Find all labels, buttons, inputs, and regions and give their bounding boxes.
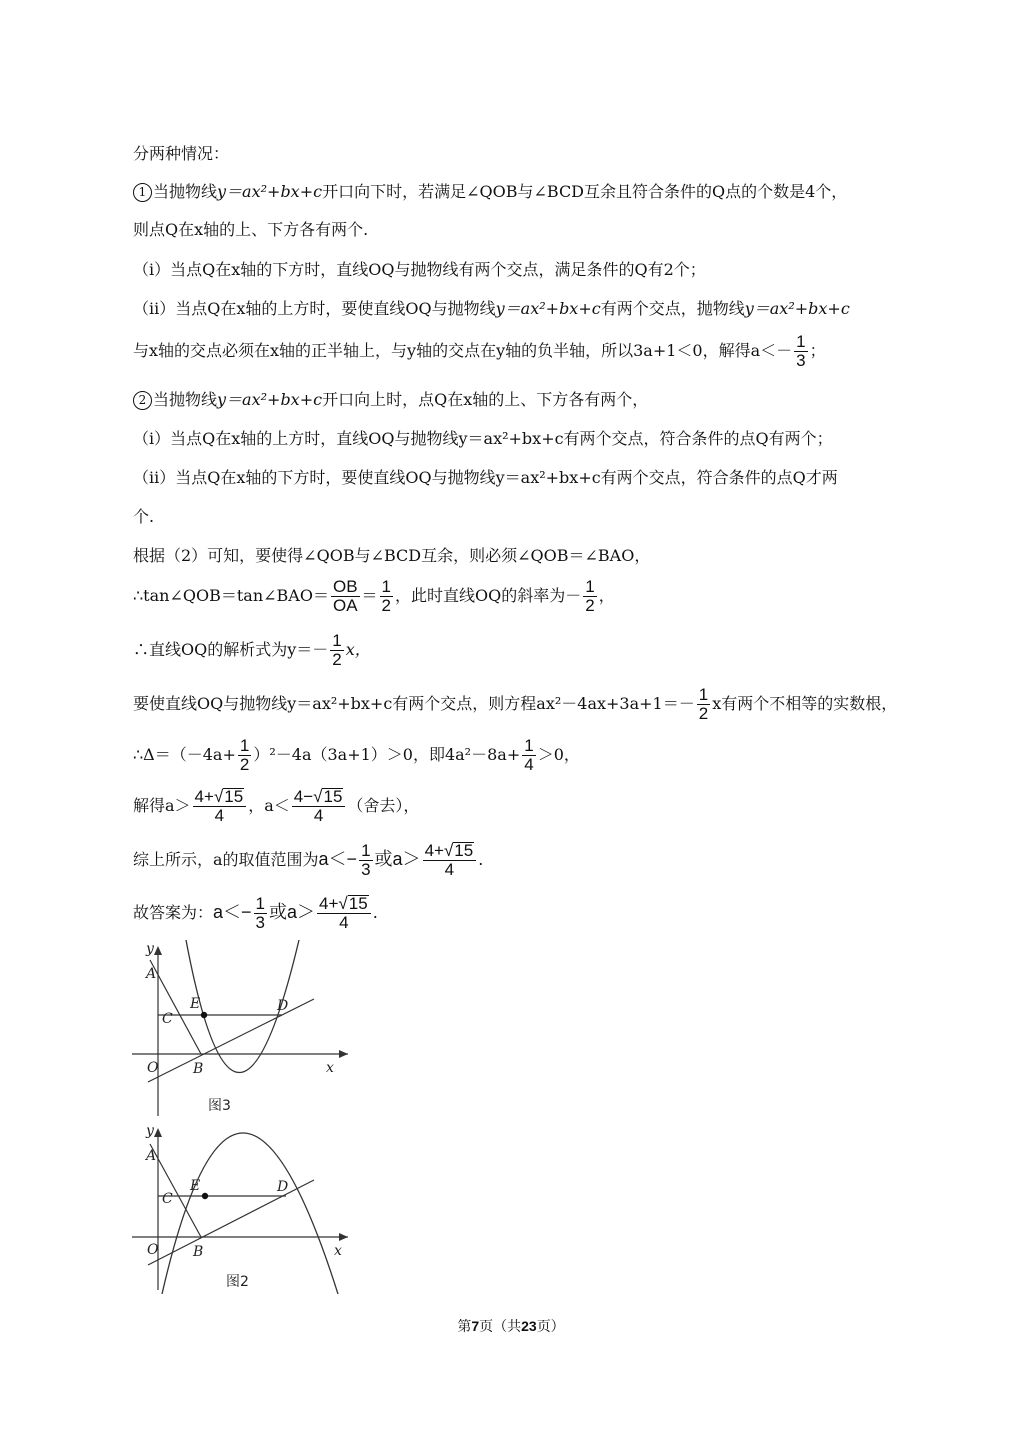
- parabola-eq-3: y＝ax²+bx+c: [744, 299, 850, 318]
- answer-a-lt: a＜−: [213, 902, 252, 922]
- line-eq-tail: x，: [345, 640, 371, 659]
- label-b: B: [193, 1244, 204, 1260]
- point-e: [202, 1193, 208, 1199]
- label-i-2: （i）: [133, 429, 171, 448]
- fraction-one-third-3: $\frac{1}{3}$: [255, 894, 266, 932]
- label-y: y: [146, 1123, 154, 1139]
- figure-3: [128, 940, 354, 1120]
- label-x: x: [326, 1060, 334, 1076]
- solve-text-a: 解得a＞: [133, 796, 191, 815]
- derivation-line7: [133, 842, 483, 879]
- derivation-line1: 根据（2）可知，要使得∠QOB与∠BCD互余，则必须∠QOB＝∠BAO，: [133, 546, 651, 565]
- footer-a: 第: [457, 1319, 472, 1335]
- fraction-half-2: $\frac{1}{2}$: [585, 577, 595, 615]
- line-oq: [148, 1180, 314, 1265]
- label-ii: （ii）: [133, 299, 176, 318]
- case2-ii-tail: 个.: [133, 507, 155, 526]
- label-i: （i）: [133, 260, 171, 279]
- footer-c: 页）: [536, 1319, 565, 1335]
- x-axis-arrow: [339, 1050, 348, 1058]
- y-axis-arrow: [154, 946, 162, 955]
- case2-l1-b: 开口向上时，点Q在x轴的上、下方各有两个，: [322, 390, 649, 409]
- fraction-plus-root: $\frac{4+√15}{4}$: [193, 788, 247, 825]
- label-x: x: [334, 1243, 342, 1259]
- label-a: A: [146, 966, 157, 982]
- fraction-one-third: $\frac{1}{3}$: [796, 332, 806, 370]
- case1-line1: [133, 181, 847, 203]
- parabola-eq-4: y＝ax²+bx+c: [217, 390, 323, 409]
- fraction-one-third-2: $\frac{1}{3}$: [361, 841, 371, 879]
- page-number: 7: [471, 1318, 480, 1334]
- label-a: A: [146, 1148, 157, 1164]
- derivation-line2: ∴tan∠QOB＝tan∠BAO＝ $\frac{OB}{OA}$ ＝ $\frac{1}{2}$ ，此时直线OQ的斜率为－ $\frac{1}{2}$ ，: [133, 577, 615, 615]
- range-end: .: [478, 850, 484, 869]
- line-eq-text: ∴直线OQ的解析式为y＝－: [133, 640, 329, 659]
- slope-text: ，此时直线OQ的斜率为－: [395, 586, 582, 605]
- case2-ii-text: 当点Q在x轴的下方时，要使直线OQ与抛物线y＝ax²+bx+c有两个交点，符合条件的点Q才两: [175, 468, 838, 487]
- solve-text-c: （舍去），: [347, 796, 420, 815]
- case1-i-text: 当点Q在x轴的下方时，直线OQ与抛物线有两个交点，满足条件的Q有2个；: [170, 260, 706, 279]
- delta-text-b: ）²－4a（3a+1）＞0，即4a²－8a+: [253, 745, 521, 764]
- case2-line1: [133, 389, 648, 411]
- fraction-half-1: $\frac{1}{2}$: [381, 577, 392, 615]
- case1-ii-line2: 与x轴的交点必须在x轴的正半轴上，与y轴的交点在y轴的负半轴，所以3a+1＜0，解得a＜－ $\frac{1}{3}$ ；: [133, 332, 826, 370]
- derivation-line3: [133, 632, 371, 669]
- label-b: B: [193, 1061, 204, 1077]
- equals-sign: ＝: [361, 586, 378, 605]
- page-total: 23: [521, 1318, 537, 1334]
- fraction-plus-root-2: $\frac{4+√15}{4}$: [423, 842, 477, 879]
- derivation-line6: [133, 788, 419, 825]
- circled-one: 1: [133, 183, 152, 202]
- case1-line2: 则点Q在x轴的上、下方各有两个.: [133, 220, 369, 239]
- label-ii-2: （ii）: [133, 468, 176, 487]
- answer-text: 故答案为：: [133, 903, 214, 922]
- figure-3-caption: 图3: [208, 1098, 231, 1114]
- y-axis-arrow: [154, 1128, 162, 1137]
- label-d: D: [277, 998, 289, 1014]
- point-e: [201, 1012, 207, 1018]
- label-o: O: [147, 1060, 159, 1076]
- case1-ii: [133, 298, 850, 320]
- figure-2-caption: 图2: [226, 1274, 249, 1290]
- case2-i-text: 当点Q在x轴的上方时，直线OQ与抛物线y＝ax²+bx+c有两个交点，符合条件的点Q有两个；: [170, 429, 833, 448]
- equation-text: 要使直线OQ与抛物线y＝ax²+bx+c有两个交点，则方程ax²－4ax+3a+1＝－: [133, 694, 695, 713]
- case2-ii: [133, 467, 838, 489]
- fraction-minus-root: $\frac{4-√15}{4}$: [292, 788, 346, 825]
- case1-ii-line2-text: 与x轴的交点必须在x轴的正半轴上，与y轴的交点在y轴的负半轴，所以3a+1＜0，解得a＜－: [133, 341, 793, 360]
- label-c: C: [162, 1191, 173, 1207]
- label-e: E: [190, 1178, 201, 1194]
- case1-ii-a: 当点Q在x轴的上方时，要使直线OQ与抛物线: [175, 299, 496, 318]
- derivation-line4: [133, 686, 897, 723]
- fraction-half-3: $\frac{1}{2}$: [332, 631, 342, 669]
- fraction-half-5: $\frac{1}{2}$: [239, 736, 250, 774]
- delta-text-c: ＞0，: [537, 745, 580, 764]
- case2-i: [133, 428, 833, 450]
- footer-b: 页（共: [479, 1319, 522, 1335]
- label-e: E: [190, 996, 201, 1012]
- circled-two: 2: [133, 391, 152, 410]
- case2-l1-a: 当抛物线: [153, 390, 218, 409]
- tan-text: ∴tan∠QOB＝tan∠BAO＝: [133, 586, 329, 605]
- answer-end: .: [372, 903, 378, 922]
- equation-tail: x有两个不相等的实数根，: [712, 694, 898, 713]
- label-d: D: [277, 1179, 289, 1195]
- case1-ii-b: 有两个交点，抛物线: [600, 299, 745, 318]
- case1-l1-b: 开口向下时，若满足∠QOB与∠BCD互余且符合条件的Q点的个数是4个，: [322, 182, 848, 201]
- fraction-half-4: $\frac{1}{2}$: [698, 685, 709, 723]
- fraction-plus-root-3: $\frac{4+√15}{4}$: [317, 895, 371, 932]
- derivation-line8: [133, 895, 378, 932]
- solve-text-b: ，a＜: [248, 796, 290, 815]
- fraction-ob-oa: $\frac{OB}{OA}$: [332, 577, 358, 615]
- label-o: O: [147, 1242, 159, 1258]
- range-text: 综上所示，a的取值范围为: [133, 850, 319, 869]
- parabola-eq: y＝ax²+bx+c: [217, 182, 323, 201]
- parabola-eq-2: y＝ax²+bx+c: [495, 299, 601, 318]
- derivation-line5: [133, 737, 580, 774]
- fraction-quarter: $\frac{1}{4}$: [524, 736, 534, 774]
- range-a-lt: a＜−: [318, 849, 358, 869]
- range-or: 或a＞: [374, 849, 421, 869]
- case1-l1-a: 当抛物线: [153, 182, 218, 201]
- x-axis-arrow: [339, 1233, 348, 1241]
- answer-or: 或a＞: [269, 902, 316, 922]
- case1-i: [133, 259, 706, 281]
- section-intro: 分两种情况：: [133, 144, 230, 163]
- delta-text-a: ∴Δ＝（－4a+: [133, 745, 236, 764]
- figure-2: [128, 1122, 354, 1294]
- label-c: C: [162, 1011, 173, 1027]
- page-footer: [0, 1316, 1022, 1336]
- label-y: y: [146, 941, 154, 957]
